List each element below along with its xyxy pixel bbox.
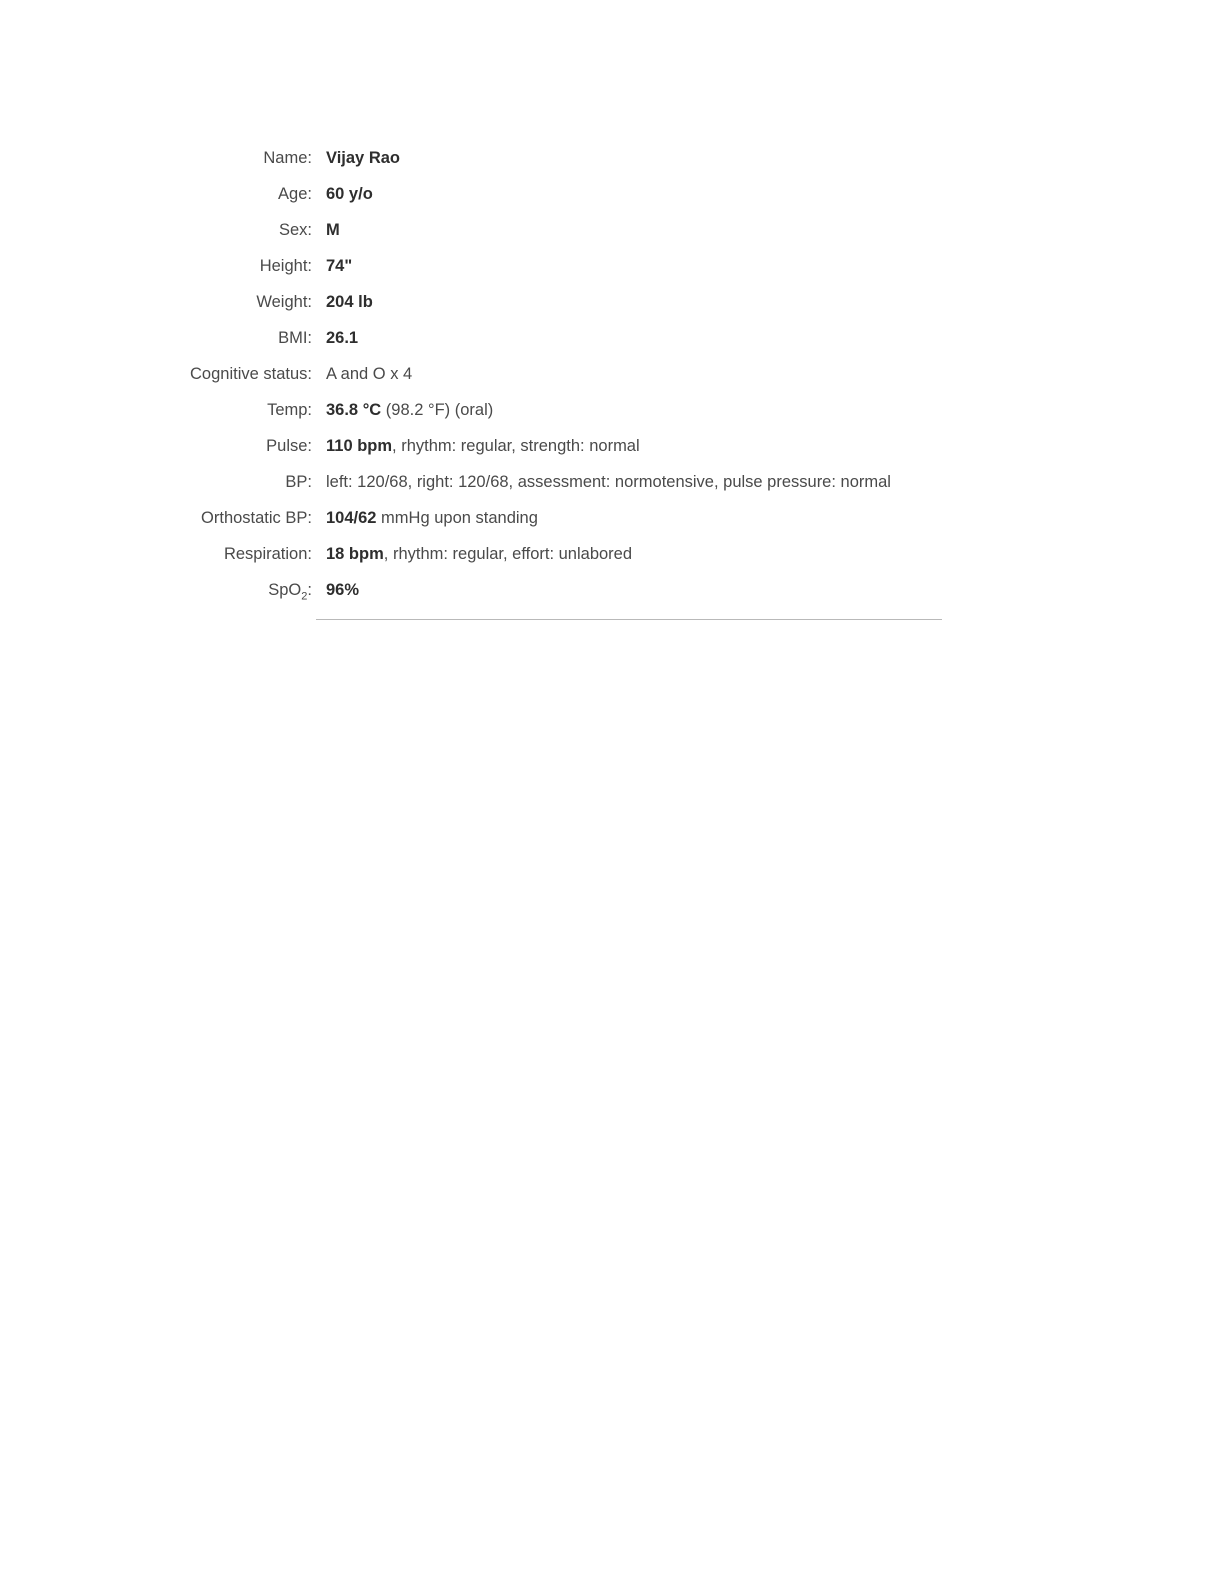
row-label-height: Height:: [259, 257, 312, 275]
section-divider: [316, 619, 942, 620]
table-row: [152, 392, 1032, 428]
row-value-age: [326, 176, 1032, 212]
row-value-sex: [326, 212, 1032, 248]
value-bold: 110 bpm: [326, 437, 393, 455]
row-value-spo2: [326, 572, 1032, 608]
value-rest: , rhythm: regular, strength: normal: [392, 437, 640, 455]
row-value-bp: [326, 464, 1032, 500]
table-row: [152, 248, 1032, 284]
row-label-respiration: Respiration:: [223, 545, 312, 563]
row-value-name: [326, 140, 1032, 176]
table-row: [152, 428, 1032, 464]
value-bold: M: [326, 221, 340, 239]
table-row: [152, 212, 1032, 248]
row-label-age: Age:: [278, 185, 312, 203]
row-label-sex: Sex:: [278, 221, 312, 239]
spo2-prefix: SpO: [268, 581, 302, 599]
spo2-subscript: 2: [301, 590, 308, 603]
value-bold: 26.1: [326, 329, 359, 347]
value-bold: 36.8 °C: [326, 401, 382, 419]
table-row: [152, 284, 1032, 320]
row-label-bmi: BMI:: [278, 329, 312, 347]
value-rest: , rhythm: regular, effort: unlabored: [383, 545, 633, 563]
value-bold: Vijay Rao: [326, 149, 400, 167]
row-label-weight: Weight:: [256, 293, 312, 311]
row-label-bp: BP:: [285, 473, 312, 491]
value-bold: 18 bpm: [326, 545, 384, 563]
row-value-orthostatic-bp: [326, 500, 1032, 536]
row-value-cognitive-status: [326, 356, 1032, 392]
row-label-orthostatic-bp: Orthostatic BP:: [201, 509, 312, 527]
table-row: [152, 176, 1032, 212]
row-label-temp: Temp:: [267, 401, 312, 419]
row-value-respiration: [326, 536, 1032, 572]
value-bold: 74": [326, 257, 353, 275]
row-label-pulse: Pulse:: [266, 437, 312, 455]
table-row: [152, 572, 1032, 608]
value-bold: 204 lb: [326, 293, 373, 311]
table-row: [152, 356, 1032, 392]
value-rest: (98.2 °F) (oral): [381, 401, 494, 419]
table-row: [152, 320, 1032, 356]
value-rest: mmHg upon standing: [376, 509, 538, 527]
value-bold: 60 y/o: [326, 185, 373, 203]
row-value-weight: [326, 284, 1032, 320]
table-row: [152, 464, 1032, 500]
row-label-name: Name:: [263, 149, 312, 167]
value-bold: 96%: [326, 581, 360, 599]
row-label-cognitive-status: Cognitive status:: [190, 365, 312, 383]
table-row: [152, 536, 1032, 572]
row-label-spo2: [152, 572, 326, 608]
row-value-pulse: [326, 428, 1032, 464]
value-rest: A and O x 4: [326, 365, 413, 383]
table-row: [152, 140, 1032, 176]
vitals-table: [152, 140, 1032, 608]
row-value-temp: [326, 392, 1032, 428]
value-rest: left: 120/68, right: 120/68, assessment: normotensive, pulse pressure: normal: [326, 473, 891, 491]
value-bold: 104/62: [326, 509, 377, 527]
row-value-height: [326, 248, 1032, 284]
table-row: [152, 500, 1032, 536]
spo2-suffix: :: [307, 581, 312, 599]
row-value-bmi: [326, 320, 1032, 356]
